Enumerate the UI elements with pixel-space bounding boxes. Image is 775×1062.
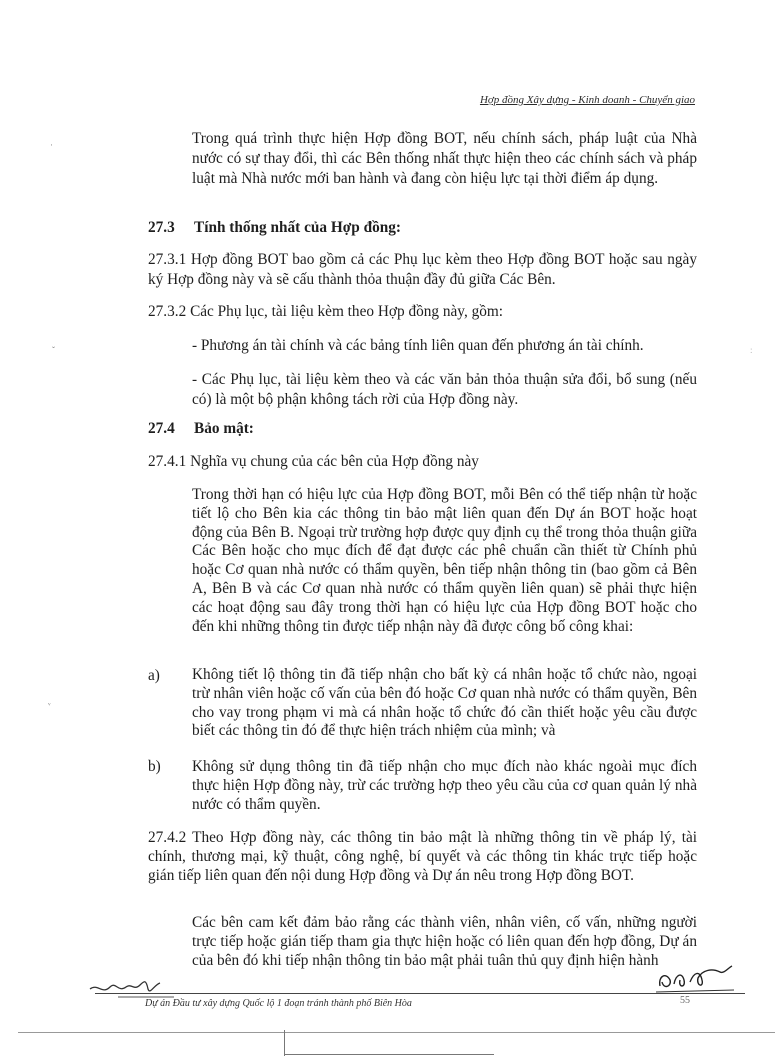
section-title: Bảo mật:: [194, 420, 254, 437]
bullet-appendices: - Các Phụ lục, tài liệu kèm theo và các văn bản thỏa thuận sửa đổi, bổ sung (nếu có) là một bộ phận không tách rời của Hợp đồng này.: [192, 371, 697, 408]
scan-mark: ᵛ: [48, 700, 51, 710]
clause-27-4-2-paragraph: Các bên cam kết đảm bảo rằng các thành viên, nhân viên, cố vấn, những người trực tiếp hoặc gián tiếp tham gia thực hiện hoặc có liên quan đến hợp đồng, Dự án của bên đó khi tiếp nhận thông tin bảo mật phải tuân thủ quy định hiện hành: [192, 914, 697, 969]
page-number: 55: [680, 995, 690, 1006]
section-title: Tính thống nhất của Hợp đồng:: [194, 219, 401, 236]
clause-27-3-1: 27.3.1 Hợp đồng BOT bao gồm cả các Phụ lục kèm theo Hợp đồng BOT hoặc sau ngày ký Hợp đồng này và sẽ cấu thành thỏa thuận đầy đủ giữa Các Bên.: [148, 251, 697, 288]
initials-signature-right: [650, 962, 740, 996]
item-b-text: Không sử dụng thông tin đã tiếp nhận cho mục đích nào khác ngoài mục đích thực hiện Hợp đồng này, trừ các trường hợp theo yêu cầu của cơ quan quản lý nhà nước có thẩm quyền.: [192, 758, 697, 813]
scan-mark: :: [750, 345, 753, 355]
scan-edge-mark: [284, 1054, 494, 1055]
item-b-label: b): [148, 758, 161, 775]
item-a-label: a): [148, 667, 160, 684]
clause-27-3-2: 27.3.2 Các Phụ lục, tài liệu kèm theo Hợp đồng này, gồm:: [148, 303, 504, 320]
scan-mark: ˇ: [52, 345, 55, 355]
bullet-financial-plan: - Phương án tài chính và các bảng tính liên quan đến phương án tài chính.: [192, 337, 644, 354]
footer-project-line: Dự án Đầu tư xây dựng Quốc lộ 1 đoạn tránh thành phố Biên Hòa: [145, 998, 412, 1009]
section-27-4-heading: [148, 419, 254, 439]
scan-mark: ·: [50, 140, 53, 150]
clause-27-4-2: 27.4.2 Theo Hợp đồng này, các thông tin bảo mật là những thông tin về pháp lý, tài chính, thương mại, kỹ thuật, công nghệ, bí quyết và các thông tin khác trực tiếp hoặc gián tiếp liên quan đến nội dung Hợp đồng và Dự án nêu trong Hợp đồng BOT.: [148, 829, 697, 884]
footer-rule: [95, 993, 745, 994]
section-number: 27.4: [148, 420, 175, 437]
section-number: 27.3: [148, 219, 175, 236]
intro-paragraph: Trong quá trình thực hiện Hợp đồng BOT, nếu chính sách, pháp luật của Nhà nước có sự thay đổi, thì các Bên thống nhất thực hiện theo các chính sách và pháp luật mà Nhà nước mới ban hành và đang còn hiệu lực tại thời điểm áp dụng.: [192, 130, 697, 187]
item-a-text: Không tiết lộ thông tin đã tiếp nhận cho bất kỳ cá nhân hoặc tổ chức nào, ngoại trừ nhân viên hoặc cố vấn của bên đó hoặc Cơ quan nhà nước có thẩm quyền, Bên cho vay trong phạm vi mà cá nhân hoặc tổ chức đó cần thiết hoặc yêu cầu được biết các thông tin đó để thực hiện trách nhiệm của mình; và: [192, 666, 697, 740]
section-27-3-heading: [148, 218, 401, 238]
scan-edge-mark: [284, 1030, 285, 1056]
clause-27-4-1-title: 27.4.1 Nghĩa vụ chung của các bên của Hợp đồng này: [148, 453, 479, 470]
scan-edge-line: [18, 1032, 775, 1033]
running-header: Hợp đồng Xây dựng - Kinh doanh - Chuyển giao: [479, 94, 695, 106]
clause-27-4-1-paragraph: Trong thời hạn có hiệu lực của Hợp đồng BOT, mỗi Bên có thể tiếp nhận từ hoặc tiết lộ cho Bên kia các thông tin bảo mật liên quan đến Dự án BOT hoặc hoạt động của Bên B. Ngoại trừ trường hợp được quy định cụ thể trong thỏa thuận giữa Các Bên hoặc cho mục đích để đạt được các phê chuẩn cần thiết từ Chính phủ hoặc Cơ quan nhà nước có thẩm quyền, bên tiếp nhận thông tin (bao gồm cả Bên A, Bên B và các Cơ quan nhà nước có thẩm quyền liên quan) sẽ phải thực hiện các hoạt động sau đây trong thời hạn có hiệu lực của Hợp đồng BOT hoặc cho đến khi những thông tin được tiếp nhận này đã được công bố công khai:: [192, 486, 697, 635]
